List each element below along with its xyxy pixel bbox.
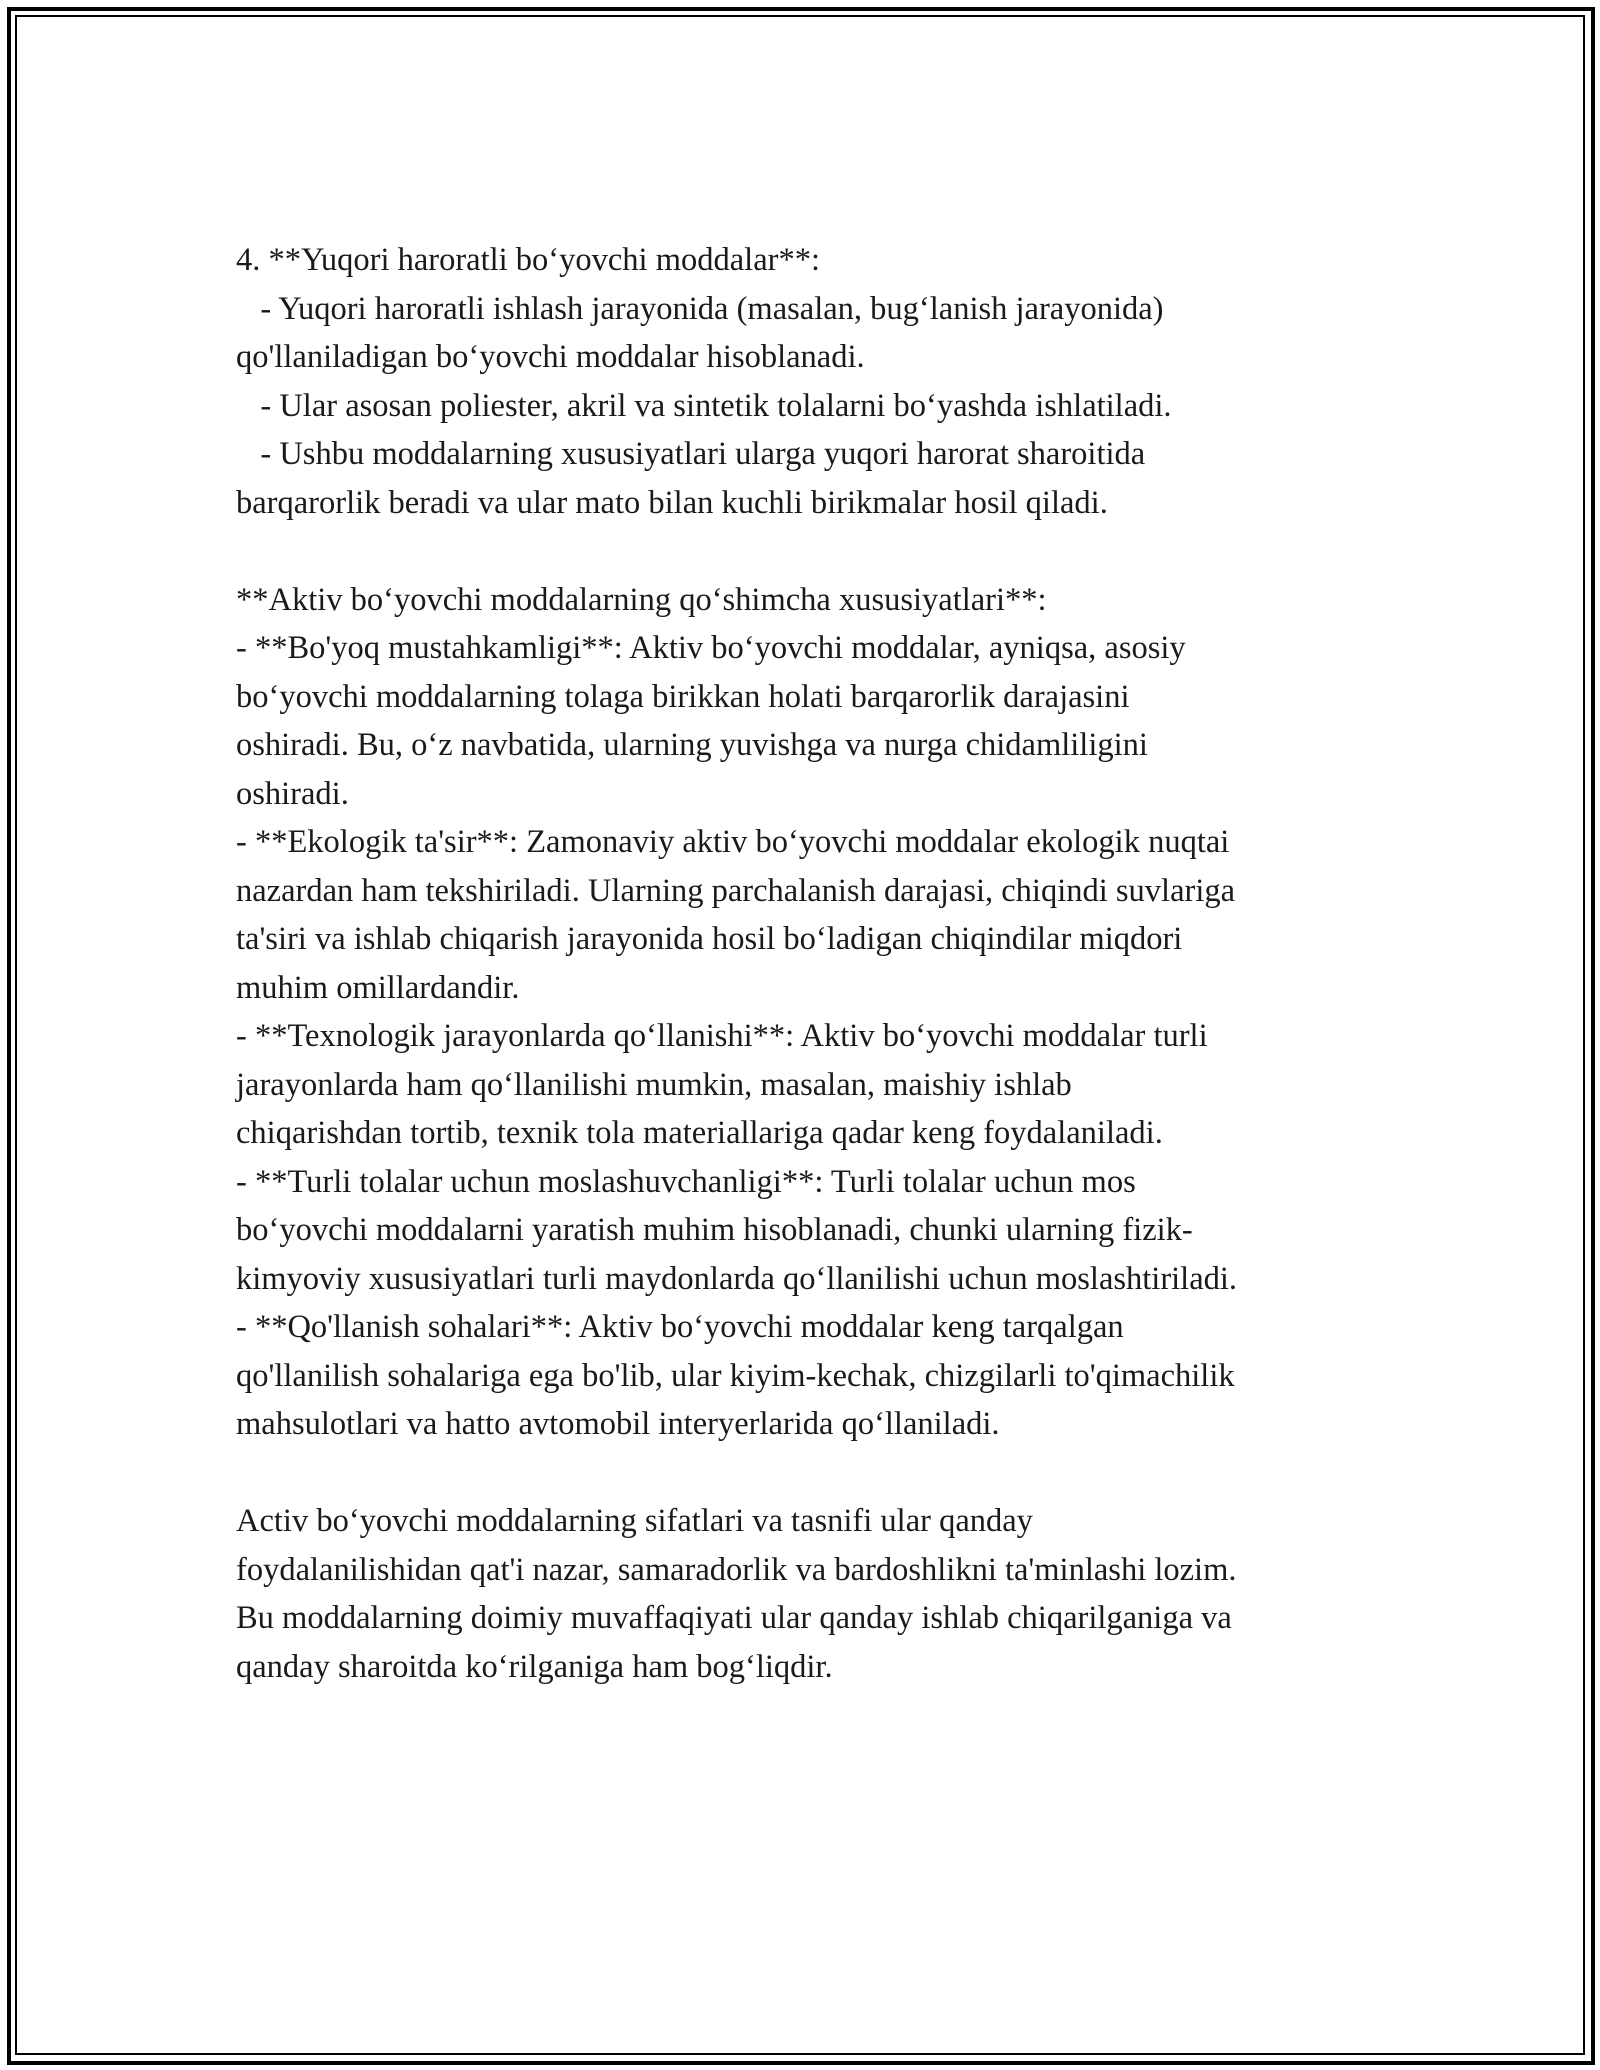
text-line: chiqarishdan tortib, texnik tola materiallariga qadar keng foydalaniladi.	[236, 1115, 1163, 1151]
text-line: muhim omillardandir.	[236, 969, 520, 1006]
document-body	[236, 236, 1386, 1691]
text-line: bo‘yovchi moddalarning tolaga birikkan holati barqarorlik darajasini	[236, 678, 1130, 715]
text-line: 4. **Yuqori haroratli bo‘yovchi moddalar**:	[236, 242, 820, 278]
text-line: bo‘yovchi moddalarni yaratish muhim hisoblanadi, chunki ularning fizik-	[236, 1212, 1193, 1248]
text-line: Activ bo‘yovchi moddalarning sifatlari va tasnifi ular qanday	[236, 1503, 1033, 1539]
text-line: mahsulotlari va hatto avtomobil interyerlarida qo‘llaniladi.	[236, 1406, 1000, 1442]
text-line: - **Bo'yoq mustahkamligi**: Aktiv bo‘yovchi moddalar, ayniqsa, asosiy	[236, 630, 1186, 666]
text-line: qanday sharoitda ko‘rilganiga ham bog‘liqdir.	[236, 1648, 833, 1685]
text-line: - **Texnologik jarayonlarda qo‘llanishi**: Aktiv bo‘yovchi moddalar turli	[236, 1018, 1208, 1054]
text-line: - Ular asosan poliester, akril va sintetik tolalarni bo‘yashda ishlatiladi.	[236, 387, 1172, 424]
text-line: - Yuqori haroratli ishlash jarayonida (masalan, bug‘lanish jarayonida)	[236, 290, 1164, 327]
text-line: - **Turli tolalar uchun moslashuvchanligi**: Turli tolalar uchun mos	[236, 1163, 1136, 1200]
blank-line	[236, 1449, 1386, 1498]
text-line: qo'llaniladigan bo‘yovchi moddalar hisoblanadi.	[236, 339, 865, 375]
text-line: nazardan ham tekshiriladi. Ularning parchalanish darajasi, chiqindi suvlariga	[236, 872, 1236, 909]
text-line: oshiradi.	[236, 775, 349, 812]
blank-line	[236, 527, 1386, 576]
text-line: oshiradi. Bu, o‘z navbatida, ularning yuvishga va nurga chidamliligini	[236, 727, 1148, 763]
text-line: - **Qo'llanish sohalari**: Aktiv bo‘yovchi moddalar keng tarqalgan	[236, 1309, 1124, 1345]
text-line: foydalanilishidan qat'i nazar, samaradorlik va bardoshlikni ta'minlashi lozim.	[236, 1551, 1237, 1588]
text-line: kimyoviy xususiyatlari turli maydonlarda qo‘llanilishi uchun moslashtiriladi.	[236, 1260, 1238, 1297]
text-line: Bu moddalarning doimiy muvaffaqiyati ular qanday ishlab chiqarilganiga va	[236, 1600, 1232, 1636]
text-line: barqarorlik beradi va ular mato bilan kuchli birikmalar hosil qiladi.	[236, 484, 1108, 521]
text-line: ta'siri va ishlab chiqarish jarayonida hosil bo‘ladigan chiqindilar miqdori	[236, 921, 1183, 957]
text-line: - Ushbu moddalarning xususiyatlari ularga yuqori harorat sharoitida	[236, 436, 1146, 472]
text-line: - **Ekologik ta'sir**: Zamonaviy aktiv bo‘yovchi moddalar ekologik nuqtai	[236, 824, 1230, 860]
text-line: **Aktiv bo‘yovchi moddalarning qo‘shimcha xususiyatlari**:	[236, 581, 1047, 618]
text-line: qo'llanilish sohalariga ega bo'lib, ular kiyim-kechak, chizgilarli to'qimachilik	[236, 1357, 1235, 1394]
text-line: jarayonlarda ham qo‘llanilishi mumkin, masalan, maishiy ishlab	[236, 1066, 1072, 1103]
